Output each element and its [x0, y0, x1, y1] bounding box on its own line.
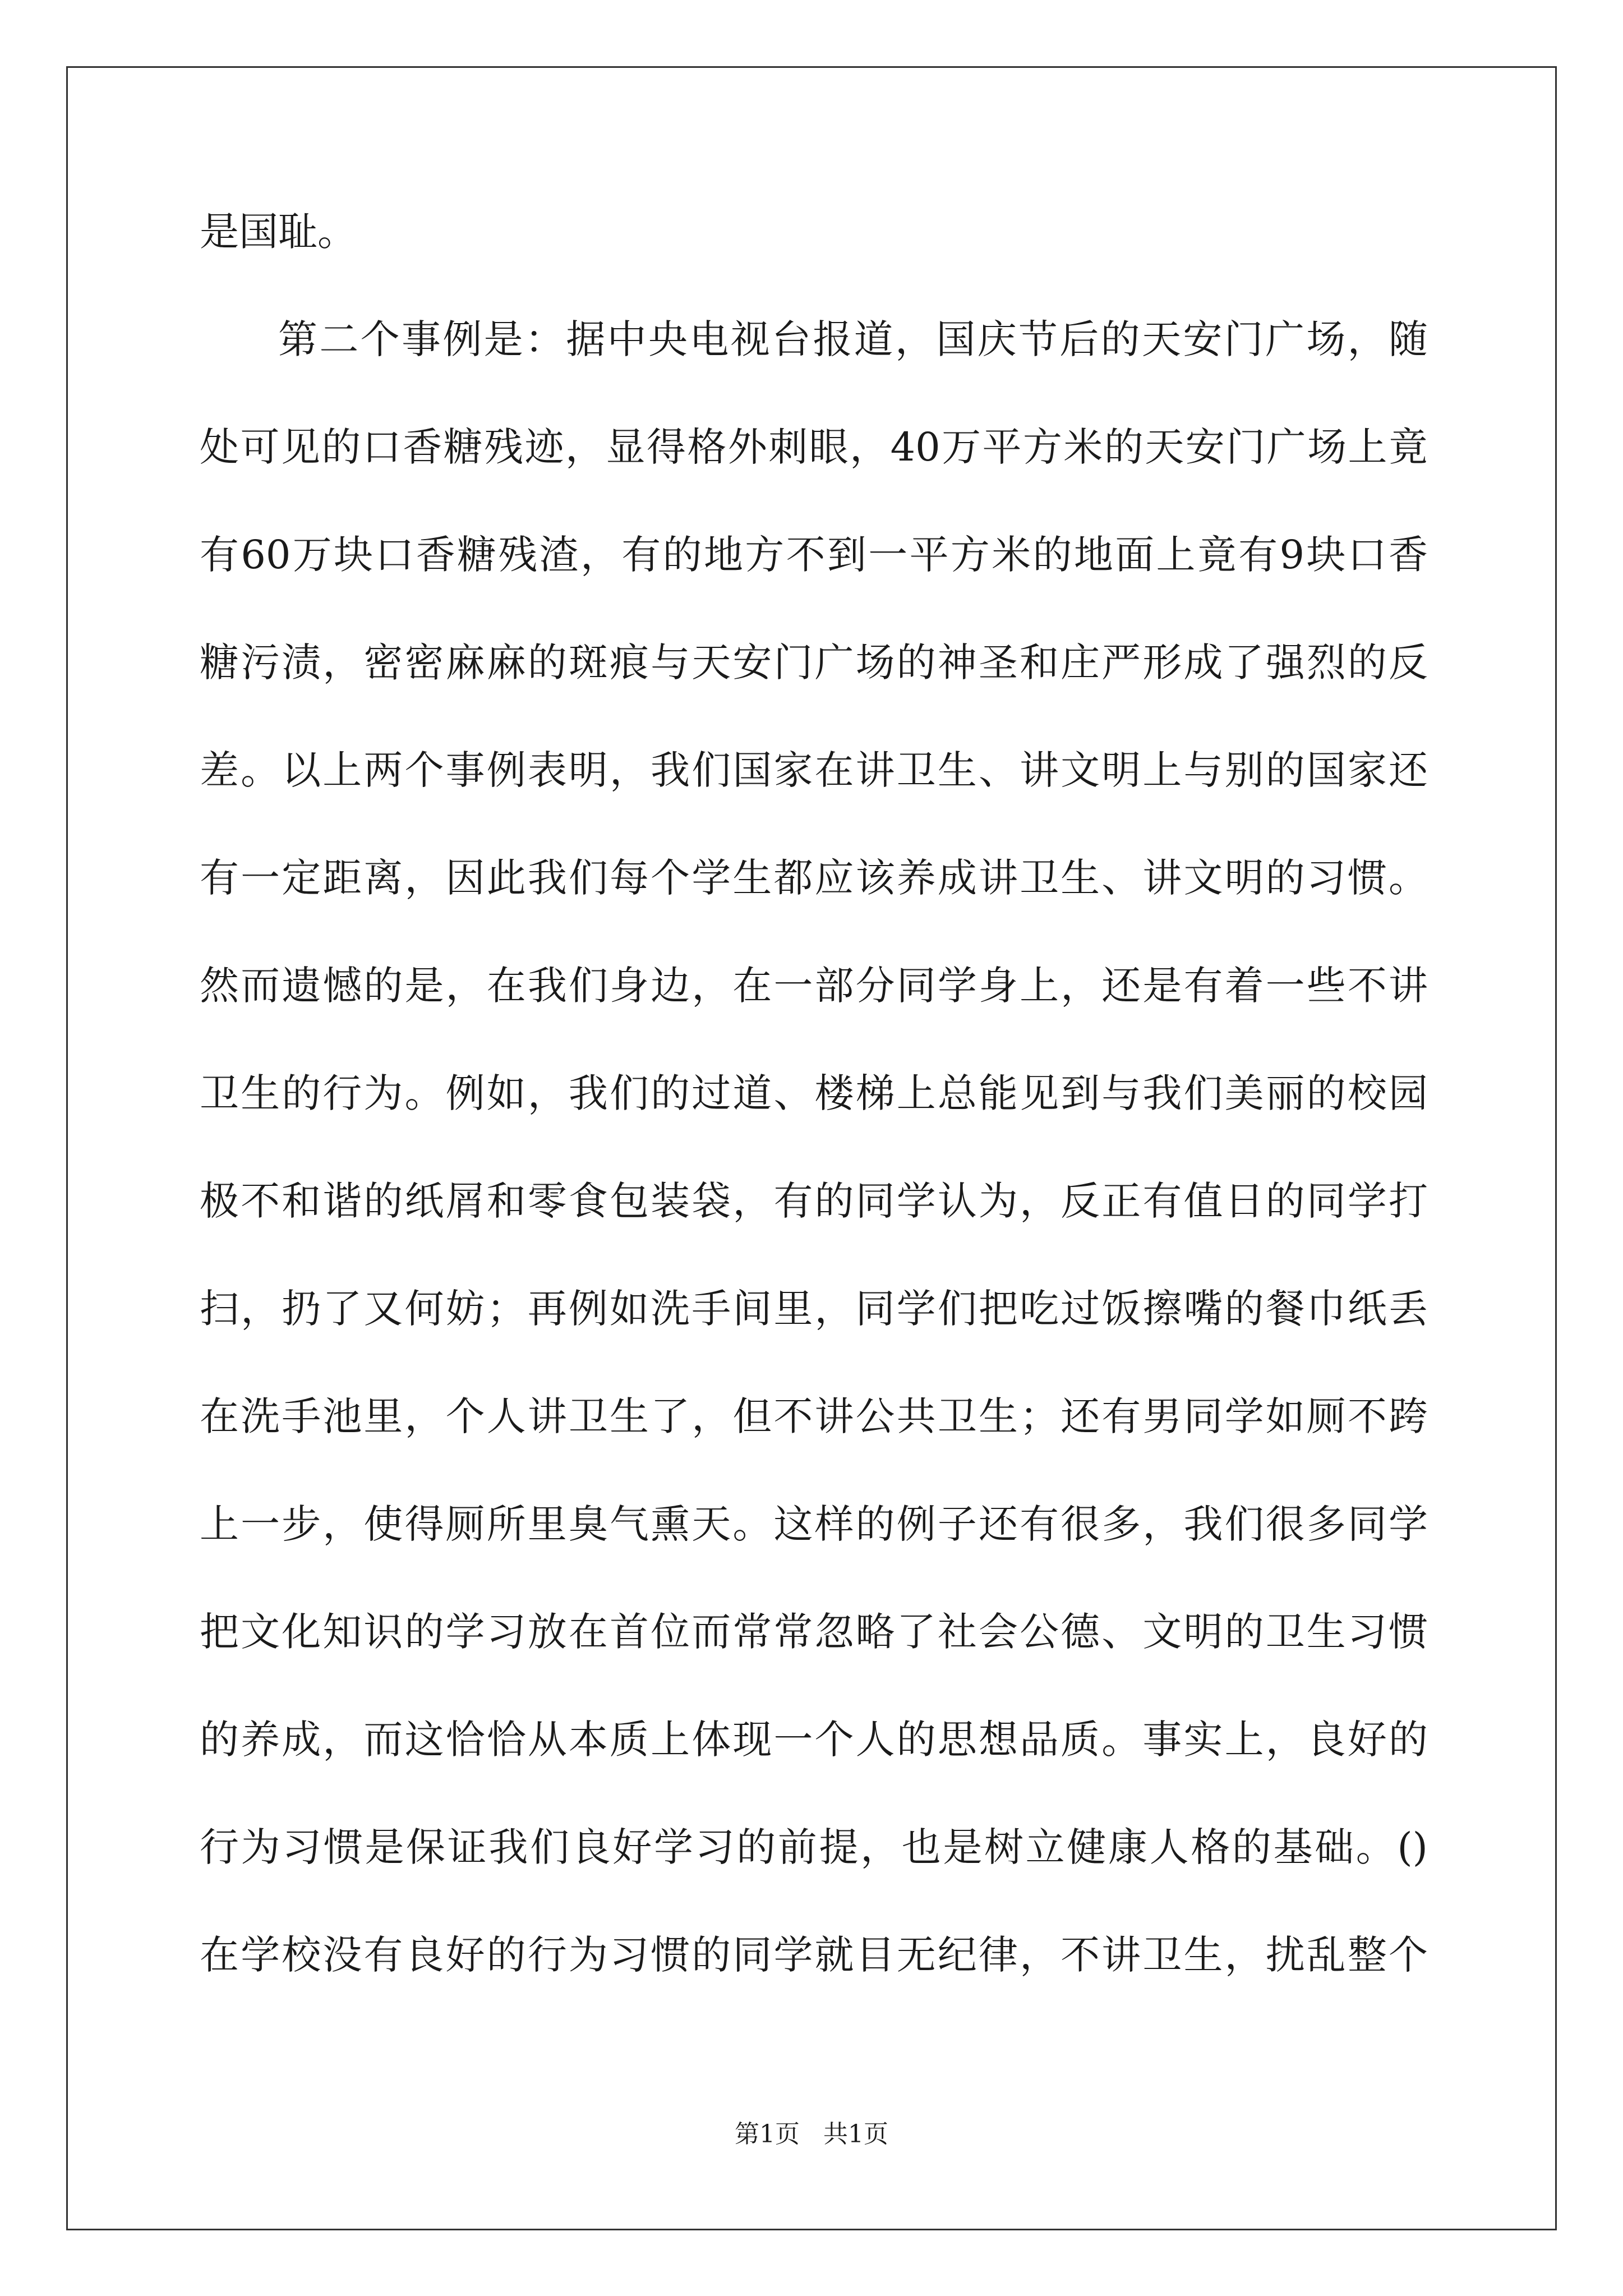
text-line: 第二个事例是：据中央电视台报道，国庆节后的天安门广场，随	[278, 316, 1428, 362]
text-line: 有60万块口香糖残渣，有的地方不到一平方米的地面上竟有9块口香	[200, 532, 1428, 578]
document-body	[200, 209, 1428, 2043]
text-line: 有一定距离，因此我们每个学生都应该养成讲卫生、讲文明的习惯。	[200, 855, 1428, 901]
text-line: 卫生的行为。例如，我们的过道、楼梯上总能见到与我们美丽的校园	[200, 1070, 1428, 1116]
text-line: 行为习惯是保证我们良好学习的前提，也是树立健康人格的基础。()	[200, 1824, 1428, 1870]
text-line: 处可见的口香糖残迹，显得格外刺眼，40万平方米的天安门广场上竟	[200, 424, 1428, 470]
text-line: 极不和谐的纸屑和零食包装袋，有的同学认为，反正有值日的同学打	[200, 1178, 1428, 1224]
page-number-footer: 第1页 共1页	[735, 2120, 888, 2148]
text-line: 扫，扔了又何妨；再例如洗手间里，同学们把吃过饭擦嘴的餐巾纸丢	[200, 1286, 1428, 1332]
text-line: 在洗手池里，个人讲卫生了，但不讲公共卫生；还有男同学如厕不跨	[200, 1393, 1428, 1439]
text-line: 上一步，使得厕所里臭气熏天。这样的例子还有很多，我们很多同学	[200, 1501, 1428, 1547]
text-line: 把文化知识的学习放在首位而常常忽略了社会公德、文明的卫生习惯	[200, 1609, 1428, 1655]
text-line: 糖污渍，密密麻麻的斑痕与天安门广场的神圣和庄严形成了强烈的反	[200, 639, 1428, 685]
text-line: 在学校没有良好的行为习惯的同学就目无纪律，不讲卫生，扰乱整个	[200, 1932, 1428, 1978]
text-line: 的养成，而这恰恰从本质上体现一个人的思想品质。事实上，良好的	[200, 1717, 1428, 1763]
text-line: 是国耻。	[200, 209, 357, 255]
text-line: 然而遗憾的是，在我们身边，在一部分同学身上，还是有着一些不讲	[200, 963, 1428, 1009]
text-line: 差。以上两个事例表明，我们国家在讲卫生、讲文明上与别的国家还	[200, 747, 1428, 793]
